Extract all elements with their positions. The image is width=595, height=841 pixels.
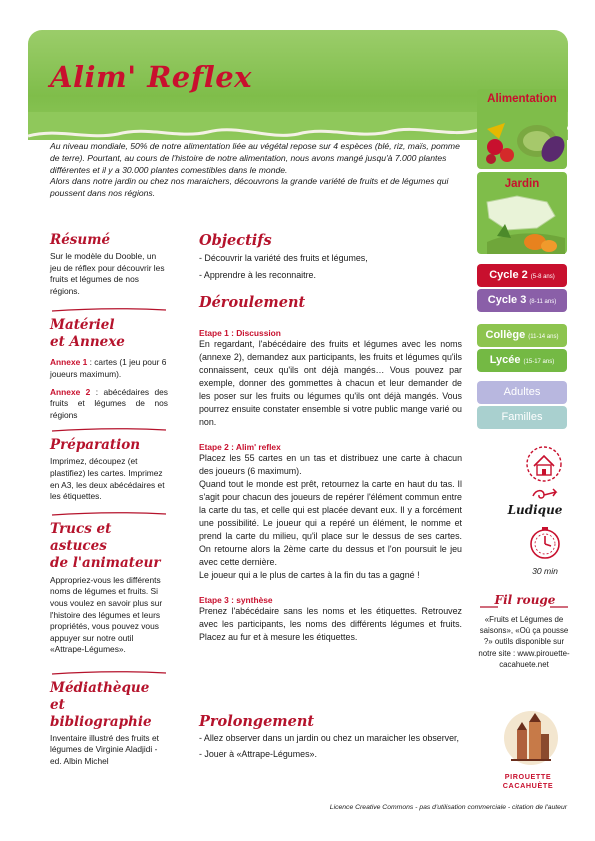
trucs-text: Appropriez-vous les différents noms de légumes et fruits. Si vous voulez en savoir plus sur l'histoire des légumes et leurs propriétés, vous pouvez vous appuyer sur notre outil «Attrape-Légumes».: [50, 574, 163, 655]
objectifs-item: - Découvrir la variété des fruits et légumes,: [199, 253, 368, 263]
divider: [50, 307, 168, 313]
divider: [50, 427, 168, 433]
brand-logo-icon: [503, 708, 559, 770]
resume-heading: Résumé: [50, 232, 111, 248]
deroulement-heading: Déroulement: [199, 294, 306, 311]
preparation-text: Imprimez, découpez (et plastifiez) les cartes. Imprimez en A3, les deux abécédaires et les étiquettes.: [50, 456, 165, 502]
etape-1-title: Etape 1 : Discussion: [199, 328, 281, 338]
mediatheque-heading-line1: Médiathèque et: [50, 679, 150, 713]
middle-column: [199, 232, 462, 644]
etape-3-title: Etape 3 : synthèse: [199, 595, 273, 605]
materiel-heading: [50, 317, 168, 351]
materiel-heading-line2: et Annexe: [50, 334, 125, 351]
objectifs-item: - Apprendre à les reconnaitre.: [199, 270, 316, 280]
level-college[interactable]: [477, 324, 567, 347]
mediatheque-heading: [50, 680, 168, 731]
level-college-age: (11-14 ans): [528, 334, 559, 340]
level-lycee-label: Lycée: [489, 354, 521, 366]
mediatheque-text: Inventaire illustré des fruits et légumes de Virginie Aladjidi - ed. Albin Michel: [50, 732, 159, 767]
level-college-label: Collège: [485, 329, 526, 341]
page-title: Alim' Reflex: [50, 60, 252, 94]
level-cycle-3[interactable]: [477, 289, 567, 312]
intro-paragraph-2: Alors dans notre jardin ou chez nos maraichers, découvrons la grande variété de fruits et de légumes qui poussent dans nos régions.: [50, 176, 449, 199]
resume-text: Sur le modèle du Dooble, un jeu de réflex pour découvrir les fruits et légumes de nos régions.: [50, 251, 165, 296]
etape-3-text: Prenez l'abécédaire sans les noms et les étiquettes. Retrouvez avec les participants, les noms des différents légumes et fruits. Placez au fur et à mesure les étiquettes.: [199, 606, 462, 642]
etape-2-title: Etape 2 : Alim' reflex: [199, 442, 281, 452]
brand-line-2: CACAHUÈTE: [502, 780, 554, 790]
annexe-1-label: Annexe 1: [50, 357, 88, 368]
level-familles[interactable]: [477, 406, 567, 429]
annexe-2-text: : abécédaires des fruits et légumes de nos régions: [50, 386, 168, 420]
divider: [50, 670, 168, 676]
level-lycee[interactable]: [477, 349, 567, 372]
level-cycle-2-label: Cycle 2: [489, 269, 528, 281]
level-adultes[interactable]: [477, 381, 567, 404]
materiel-heading-line1: Matériel: [50, 317, 115, 334]
level-cycle-2[interactable]: [477, 264, 567, 287]
intro-text: [50, 141, 462, 200]
annexe-2: [50, 387, 168, 422]
trucs-heading-line1: Trucs et astuces: [50, 520, 112, 554]
category-jardin-label: Jardin: [504, 178, 540, 190]
fil-rouge-heading: Fil rouge: [494, 593, 556, 607]
divider: [50, 511, 168, 517]
trucs-heading-line2: de l'animateur: [50, 554, 161, 571]
garden-icon: [477, 172, 567, 254]
annexe-1: [50, 357, 168, 380]
prolongement-section: [199, 713, 462, 761]
clock-icon: [527, 526, 563, 562]
fil-rouge-text: «Fruits et Légumes de saisons», «Où ça pousse ?» outils disponible sur notre site : www.pirouette-cacahuete.net: [478, 615, 570, 669]
category-alimentation-label: Alimentation: [487, 93, 557, 105]
annexe-2-label: Annexe 2: [50, 386, 91, 397]
prolongement-heading: Prolongement: [199, 713, 315, 730]
intro-paragraph-1: Au niveau mondiale, 50% de notre alimentation liée au végétal repose sur 4 espèces (blé, riz, maïs, pomme de terre). Pourtant, au cours de l'histoire de notre alimentation, nous avons mangé jusqu'à 7.000 plantes différentes et il y a 30.000 plantes comestibles dans le monde.: [50, 141, 460, 175]
etape-2-text-3: Le joueur qui a le plus de cartes à la fin du tas a gagné !: [199, 570, 420, 580]
level-cycle-3-label: Cycle 3: [487, 294, 527, 306]
category-jardin[interactable]: [477, 172, 567, 254]
brand-name: [488, 773, 568, 790]
vegetables-icon: [477, 89, 567, 169]
preparation-heading: Préparation: [50, 437, 141, 454]
duration-label: 30 min: [532, 566, 558, 576]
etape-2-text-2: Quand tout le monde est prêt, retournez la carte en haut du tas. Il s'agit pour chacun des joueurs de repérer l'élément commun entre la carte du tas, et celle qui est placée devant eux. Il y a forcément une possibilité. Le joueur qui a repéré un élément, le nomme et prend la carte du milieu, qu'il place sur le dessus de ses cartes. On retourne alors la 2ème carte du dessus et l'on poursuit le jeu avec cette dernière.: [199, 479, 462, 567]
etape-2-text-1: Placez les 55 cartes en un tas et distribuez une carte à chacun des joueurs (6 maximum).: [199, 453, 462, 476]
brand-line-1: PIROUETTE: [504, 772, 552, 781]
etape-1-text: En regardant, l'abécédaire des fruits et légumes avec les noms (annexe 2), demandez aux participants, les fruits et légumes qu'ils connaissent, ceux qu'ils ont déjà mangés… Vous pouvez par exemple, donner des gommettes à chacun et leur demander de les poser sur les fruits ou légumes qu'ils ont déjà mangés. Vous pourrez ensuite constater ensemble si votre public mange varié ou non.: [199, 339, 462, 427]
house-icon: [524, 444, 564, 484]
mediatheque-heading-line2: bibliographie: [50, 713, 152, 730]
category-alimentation[interactable]: [477, 89, 567, 169]
level-cycle-2-age: (5-8 ans): [530, 274, 555, 280]
objectifs-heading: Objectifs: [199, 232, 272, 249]
level-cycle-3-age: (8-11 ans): [529, 299, 557, 305]
left-column: [50, 232, 168, 768]
level-adultes-label: Adultes: [503, 386, 541, 398]
trucs-heading: [50, 521, 168, 572]
swirl-icon: [530, 486, 560, 502]
level-familles-label: Familles: [501, 411, 543, 423]
annexe-1-text: : cartes (1 jeu pour 6 joueurs maximum).: [50, 357, 167, 379]
licence-text: Licence Creative Commons - pas d'utilisation commerciale - citation de l'auteur: [329, 804, 567, 811]
prolongement-item: - Jouer à «Attrape-Légumes».: [199, 749, 317, 759]
activity-type-label: Ludique: [507, 503, 563, 517]
prolongement-item: - Allez observer dans un jardin ou chez un maraicher les observer,: [199, 733, 459, 743]
level-lycee-age: (15-17 ans): [523, 359, 555, 365]
